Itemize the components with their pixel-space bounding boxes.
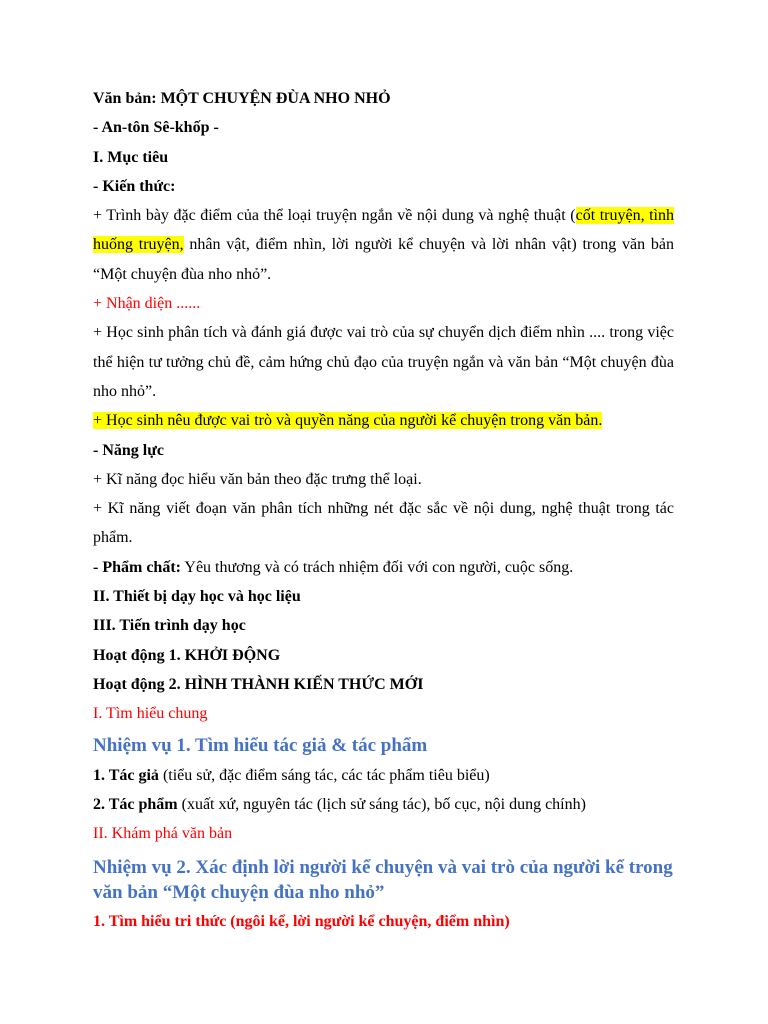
activity-2-label: Hoạt động 2. xyxy=(93,675,185,693)
task-1-heading: Nhiệm vụ 1. Tìm hiểu tác giả & tác phẩm xyxy=(93,734,428,756)
knowledge-item-1-pre: + Trình bày đặc điểm của thể loại truyện ngắn về nội dung và nghệ thuật ( xyxy=(93,207,576,225)
item-author xyxy=(93,761,674,790)
activity-2-title: HÌNH THÀNH KIẾN THỨC MỚI xyxy=(184,675,424,693)
doc-title: MỘT CHUYỆN ĐÙA NHO NHỎ xyxy=(160,90,391,107)
knowledge-item-1-highlight: cốt truyện, tình huống truyện, xyxy=(93,207,675,254)
activity-2 xyxy=(93,670,674,699)
part-explore: II. Khám phá văn bản xyxy=(93,825,233,843)
sub-heading-knowledge: 1. Tìm hiểu tri thức (ngôi kể, lời người kể chuyện, điểm nhìn) xyxy=(93,913,510,931)
ability-heading: - Năng lực xyxy=(93,441,164,459)
knowledge-item-1-post: nhân vật, điểm nhìn, lời người kể chuyện và lời nhân vật) trong văn bản “Một chuyện đùa nho nhỏ”. xyxy=(93,236,674,283)
knowledge-item-2: + Nhận diện ...... xyxy=(93,295,201,313)
item-author-text: (tiểu sử, đặc điểm sáng tác, các tác phẩm tiêu biểu) xyxy=(158,766,490,784)
knowledge-item-3: + Học sinh phân tích và đánh giá được vai trò của sự chuyển dịch điểm nhìn .... trong việc thể hiện tư tưởng chủ đề, cảm hứng chủ đạo của truyện ngắn và văn bản “Một chuyện đùa nho nhỏ”. xyxy=(93,324,674,400)
doc-author: - An-tôn Sê-khốp - xyxy=(93,119,219,137)
quality-text: Yêu thương và có trách nhiệm đối với con người, cuộc sống. xyxy=(180,558,574,576)
part-general: I. Tìm hiểu chung xyxy=(93,705,208,723)
item-work xyxy=(93,790,674,819)
activity-1-label: Hoạt động 1. xyxy=(93,646,185,664)
knowledge-item-1 xyxy=(93,201,674,289)
section-equipment: II. Thiết bị dạy học và học liệu xyxy=(93,588,301,606)
activity-1 xyxy=(93,641,674,670)
item-work-label: 2. Tác phẩm xyxy=(93,795,178,813)
section-process: III. Tiến trình dạy học xyxy=(93,617,246,635)
activity-1-title: KHỞI ĐỘNG xyxy=(184,646,281,664)
ability-item-1: + Kĩ năng đọc hiểu văn bản theo đặc trưng thể loại. xyxy=(93,470,422,488)
doc-title-line xyxy=(93,84,674,113)
task-2-heading: Nhiệm vụ 2. Xác định lời người kể chuyện và vai trò của người kể trong văn bản “Một chuyện đùa nho nhỏ” xyxy=(93,857,673,904)
knowledge-item-4 xyxy=(93,406,674,435)
item-author-label: 1. Tác giả xyxy=(93,766,159,784)
quality-label: - Phẩm chất: xyxy=(93,558,181,576)
ability-item-2: + Kĩ năng viết đoạn văn phân tích những nét đặc sắc về nội dung, nghệ thuật trong tác phẩm. xyxy=(93,500,674,547)
knowledge-item-4-highlight: + Học sinh nêu được vai trò và quyền năng của người kể chuyện trong văn bản. xyxy=(93,412,603,430)
quality-line xyxy=(93,553,674,582)
knowledge-heading: - Kiến thức: xyxy=(93,177,176,195)
section-objectives: I. Mục tiêu xyxy=(93,148,169,166)
doc-title-label: Văn bản: xyxy=(93,90,157,107)
item-work-text: (xuất xứ, nguyên tác (lịch sử sáng tác), bố cục, nội dung chính) xyxy=(177,795,586,813)
